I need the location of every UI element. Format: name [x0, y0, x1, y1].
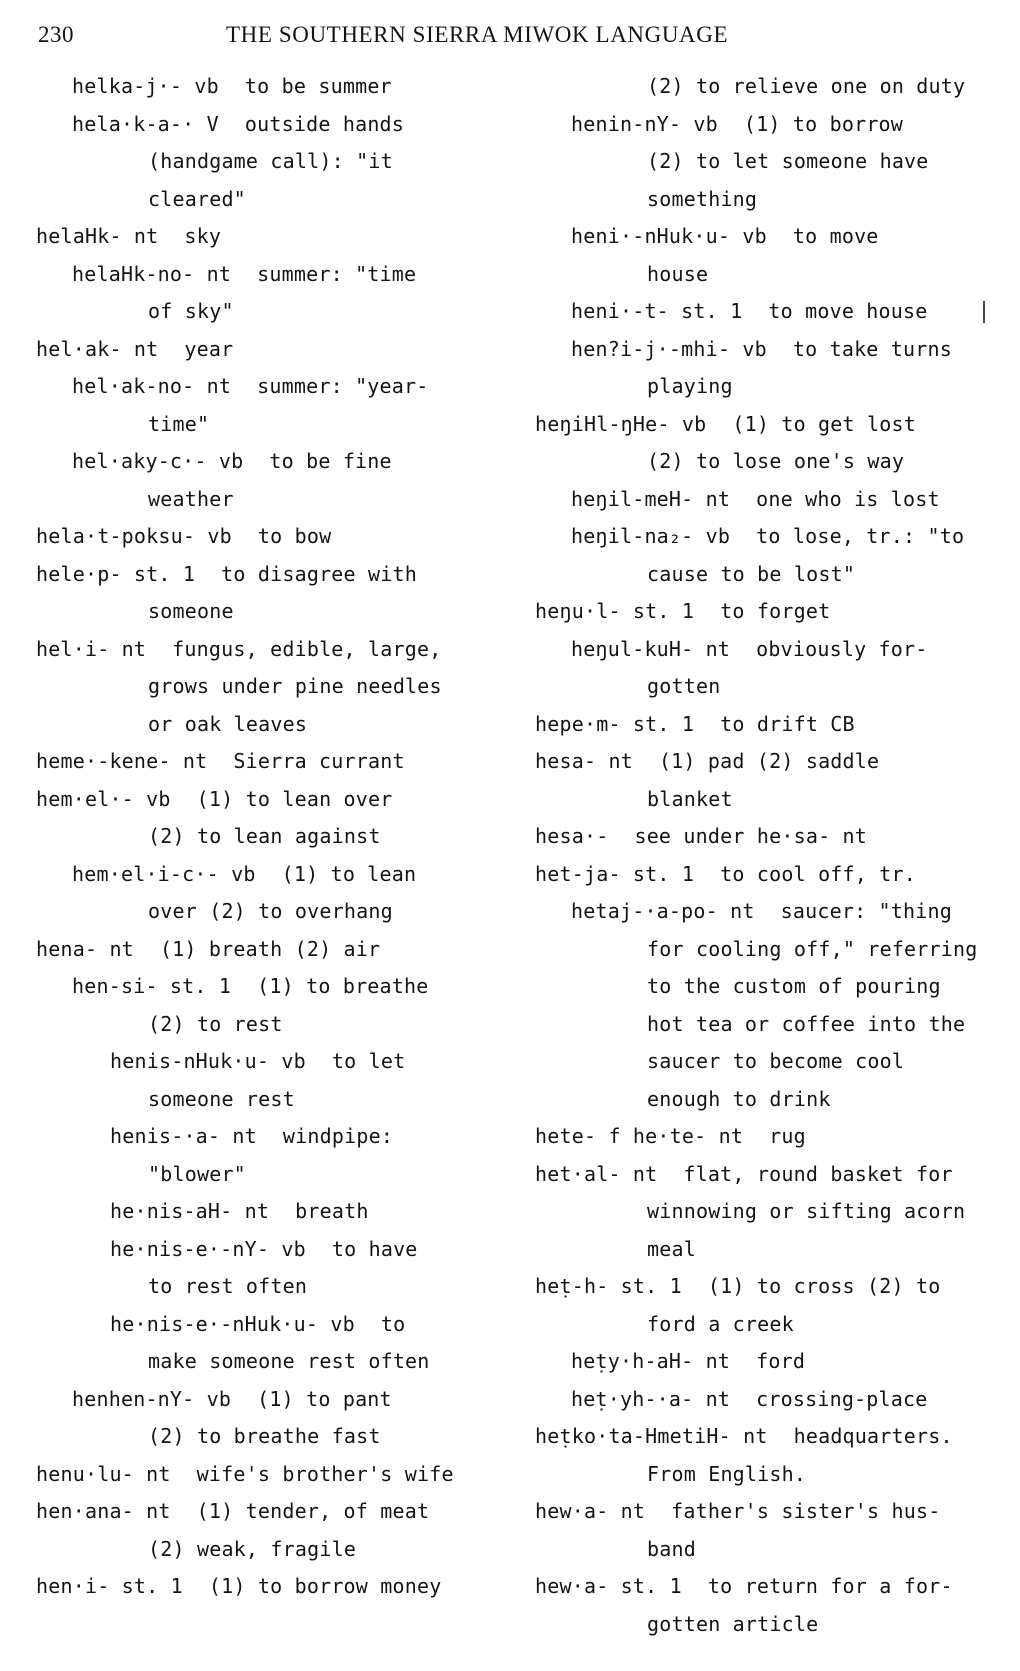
definition: headquarters. — [793, 1424, 953, 1448]
definition: outside hands — [244, 111, 405, 136]
definition: winnowing or sifting acorn — [647, 1199, 966, 1223]
headword: henis-nHuk·u- vb — [110, 1049, 306, 1073]
continuation-line — [36, 406, 496, 444]
headword: hel·ak- nt — [36, 336, 159, 361]
definition: (1) to lean — [281, 861, 417, 886]
definition: obviously for- — [756, 636, 928, 661]
page-number: 230 — [38, 22, 74, 47]
continuation-line — [535, 443, 995, 481]
margin-mark — [983, 301, 985, 323]
definition: to be fine — [269, 449, 392, 473]
headword: hew·a- nt — [535, 1499, 646, 1523]
definition: or oak leaves — [148, 711, 308, 736]
headword: hel·i- nt — [36, 636, 147, 661]
definition: Sierra currant — [233, 749, 405, 773]
definition: to disagree with — [221, 561, 417, 586]
headword: henis-·a- nt — [110, 1124, 257, 1148]
headword: helaHk-no- nt — [72, 261, 232, 286]
headword: hena- nt — [36, 936, 134, 961]
definition: band — [647, 1536, 696, 1561]
entry-line — [535, 743, 995, 781]
entry-line — [535, 481, 995, 519]
page-header — [0, 18, 1020, 50]
entry-line — [36, 1193, 496, 1231]
headword: henin-nY- vb — [571, 111, 718, 136]
headword: hele·p- st. 1 — [36, 561, 196, 586]
definition: house — [647, 261, 709, 286]
definition: (1) to breathe — [257, 974, 429, 998]
entry-line — [36, 743, 496, 781]
definition: (1) to cross (2) to — [707, 1274, 941, 1298]
headword: heme·-kene- nt — [36, 749, 208, 773]
continuation-line — [36, 1268, 496, 1306]
continuation-line — [535, 1606, 995, 1644]
entry-line — [36, 256, 496, 294]
headword: helaHk- nt — [36, 224, 159, 248]
definition: ford a creek — [647, 1311, 794, 1336]
definition: to forget — [720, 599, 831, 623]
definition: (2) to lean against — [148, 824, 381, 848]
headword: heṭko·ta-HmetiH- nt — [535, 1424, 768, 1448]
entry-line — [535, 331, 995, 369]
headword: hen?i-j·-mhi- vb — [571, 336, 767, 361]
headword: hel·ak-no- nt — [72, 374, 232, 398]
entry-line — [36, 1118, 496, 1156]
definition: sky — [184, 224, 222, 248]
continuation-line — [535, 556, 995, 594]
definition: playing — [647, 374, 733, 398]
headword: heŋul-kuH- nt — [571, 636, 731, 661]
entry-line — [535, 293, 995, 331]
definition: to the custom of pouring — [647, 974, 941, 998]
definition: to move — [792, 224, 879, 248]
definition: cause to be lost" — [647, 561, 856, 586]
definition: to take turns — [792, 336, 952, 361]
definition: wife's brother's wife — [196, 1461, 454, 1486]
entry-line — [535, 1493, 995, 1531]
definition: (2) to rest — [148, 1011, 283, 1036]
headword: hen·ana- nt — [36, 1499, 171, 1523]
definition: to move house — [768, 299, 928, 323]
entry-line — [535, 1418, 995, 1456]
continuation-line — [535, 1231, 995, 1269]
definition: one who is lost — [756, 486, 940, 511]
entry-line — [36, 218, 496, 256]
headword: het-ja- st. 1 — [535, 861, 695, 886]
headword: he·nis-e·-nHuk·u- vb — [110, 1311, 355, 1336]
continuation-line — [36, 293, 496, 331]
definition: for cooling off," referring — [647, 936, 978, 961]
definition: to be summer — [244, 74, 392, 98]
entry-line — [36, 106, 496, 144]
definition: time" — [148, 411, 210, 436]
entry-line — [36, 1231, 496, 1269]
continuation-line — [535, 781, 995, 819]
definition: summer: "time — [257, 261, 417, 286]
definition: to rest often — [148, 1274, 308, 1298]
continuation-line — [535, 1306, 995, 1344]
continuation-line — [36, 818, 496, 856]
headword: hetaj-·a-po- nt — [571, 899, 755, 923]
definition: gotten article — [647, 1611, 819, 1636]
entry-line — [535, 1568, 995, 1606]
definition: something — [647, 186, 758, 211]
continuation-line — [535, 931, 995, 969]
continuation-line — [535, 1531, 995, 1569]
entry-line — [36, 781, 496, 819]
entry-line — [535, 218, 995, 256]
continuation-line — [535, 1081, 995, 1119]
continuation-line — [535, 143, 995, 181]
headword: hesa·- — [535, 824, 609, 848]
definition: to — [380, 1311, 406, 1336]
headword: heṭy·h-aH- nt — [571, 1349, 731, 1373]
headword: he·nis-aH- nt — [110, 1199, 270, 1223]
definition: gotten — [647, 674, 721, 698]
continuation-line — [535, 181, 995, 219]
headword: heŋu·l- st. 1 — [535, 599, 695, 623]
entry-line — [535, 1118, 995, 1156]
definition: enough to drink — [647, 1086, 831, 1111]
entry-line — [36, 1381, 496, 1419]
entry-line — [535, 1381, 995, 1419]
entry-line — [535, 818, 995, 856]
definition: From English. — [647, 1461, 807, 1486]
definition: hot tea or coffee into the — [647, 1011, 966, 1036]
left-column — [36, 68, 496, 1606]
entry-line — [535, 518, 995, 556]
headword: helka-j·- vb — [72, 74, 219, 98]
definition: (1) to borrow money — [208, 1574, 442, 1598]
headword: hesa- nt — [535, 749, 633, 773]
entry-line — [36, 856, 496, 894]
definition: (1) to pant — [257, 1386, 392, 1411]
continuation-line — [535, 968, 995, 1006]
entry-line — [535, 706, 995, 744]
definition: make someone rest often — [148, 1349, 430, 1373]
continuation-line — [535, 1006, 995, 1044]
entry-line — [535, 406, 995, 444]
headword: heni·-nHuk·u- vb — [571, 224, 767, 248]
continuation-line — [36, 143, 496, 181]
definition: summer: "year- — [257, 374, 429, 398]
headword: het·al- nt — [535, 1161, 658, 1186]
entry-line — [535, 893, 995, 931]
continuation-line — [36, 481, 496, 519]
definition: (1) to borrow — [743, 111, 904, 136]
continuation-line — [36, 1531, 496, 1569]
headword: heŋil-na₂- vb — [571, 524, 731, 548]
continuation-line — [535, 1456, 995, 1494]
entry-line — [535, 1268, 995, 1306]
entry-line — [36, 1456, 496, 1494]
definition: (2) to lose one's way — [647, 449, 905, 473]
continuation-line — [535, 68, 995, 106]
headword: heŋiHl-ŋHe- vb — [535, 411, 707, 436]
entry-line — [535, 631, 995, 669]
continuation-line — [36, 1156, 496, 1194]
headword: henu·lu- nt — [36, 1461, 171, 1486]
entry-line — [36, 1568, 496, 1606]
entry-line — [36, 368, 496, 406]
definition: to lose, tr.: "to — [756, 524, 965, 548]
entry-line — [535, 1343, 995, 1381]
headword: he·nis-e·-nY- vb — [110, 1236, 306, 1261]
definition: crossing-place — [756, 1386, 928, 1411]
definition: grows under pine needles — [148, 674, 442, 698]
definition: cleared" — [148, 186, 246, 211]
definition: (1) breath (2) air — [159, 936, 381, 961]
entry-line — [535, 593, 995, 631]
continuation-line — [535, 368, 995, 406]
definition: to drift CB — [720, 711, 855, 736]
headword: hem·el·i-c·- vb — [72, 861, 256, 886]
definition: (2) weak, fragile — [148, 1536, 357, 1561]
definition: rug — [769, 1124, 806, 1148]
definition: fungus, edible, large, — [172, 636, 442, 661]
entry-line — [36, 556, 496, 594]
definition: ford — [756, 1349, 806, 1373]
entry-line — [36, 518, 496, 556]
definition: breath — [295, 1199, 369, 1223]
right-column — [535, 68, 995, 1643]
continuation-line — [36, 1343, 496, 1381]
entry-line — [36, 443, 496, 481]
definition: meal — [647, 1236, 696, 1261]
definition: to have — [331, 1236, 418, 1261]
definition: of sky" — [148, 299, 234, 323]
definition: (1) to get lost — [732, 411, 916, 436]
running-title: THE SOUTHERN SIERRA MIWOK LANGUAGE — [226, 22, 729, 47]
continuation-line — [36, 1418, 496, 1456]
definition: year — [184, 336, 234, 361]
headword: hel·aky-c·- vb — [72, 449, 244, 473]
definition: windpipe: — [282, 1124, 394, 1148]
continuation-line — [535, 668, 995, 706]
headword: hem·el·- vb — [36, 786, 171, 811]
headword: hete- f he·te- nt — [535, 1124, 744, 1148]
headword: heṭ·yh-·a- nt — [571, 1386, 731, 1411]
definition: (2) to breathe fast — [148, 1424, 381, 1448]
definition: weather — [148, 486, 234, 511]
entry-line — [36, 968, 496, 1006]
continuation-line — [535, 256, 995, 294]
definition: (2) to let someone have — [647, 149, 929, 173]
headword: heṭ-h- st. 1 — [535, 1274, 682, 1298]
continuation-line — [36, 706, 496, 744]
headword: hela·k-a-· V — [72, 111, 219, 136]
definition: (1) tender, of meat — [196, 1499, 430, 1523]
entry-line — [535, 1156, 995, 1194]
entry-line — [36, 331, 496, 369]
continuation-line — [535, 1193, 995, 1231]
continuation-line — [36, 181, 496, 219]
definition: (handgame call): "it — [148, 149, 393, 173]
continuation-line — [36, 668, 496, 706]
entry-line — [535, 106, 995, 144]
definition: someone rest — [148, 1086, 295, 1111]
definition: (2) to relieve one on duty — [647, 74, 966, 98]
entry-line — [36, 931, 496, 969]
headword: heni·-t- st. 1 — [571, 299, 743, 323]
definition: flat, round basket for — [683, 1161, 953, 1186]
definition: over (2) to overhang — [148, 899, 393, 923]
definition: someone — [148, 599, 234, 623]
definition: (1) pad (2) saddle — [658, 749, 880, 773]
headword: hen·i- st. 1 — [36, 1574, 183, 1598]
headword: hepe·m- st. 1 — [535, 711, 695, 736]
entry-line — [36, 631, 496, 669]
headword: heŋil-meH- nt — [571, 486, 731, 511]
continuation-line — [36, 1081, 496, 1119]
definition: to let — [331, 1049, 406, 1073]
entry-line — [36, 1493, 496, 1531]
definition: to return for a for- — [707, 1574, 953, 1598]
entry-line — [36, 1043, 496, 1081]
continuation-line — [36, 1006, 496, 1044]
definition: father's sister's hus- — [671, 1499, 941, 1523]
definition: saucer to become cool — [647, 1049, 905, 1073]
continuation-line — [36, 593, 496, 631]
continuation-line — [535, 1043, 995, 1081]
entry-line — [36, 68, 496, 106]
definition: (1) to lean over — [196, 786, 393, 811]
definition: saucer: "thing — [780, 899, 952, 923]
headword: hela·t-poksu- vb — [36, 524, 232, 548]
headword: hen-si- st. 1 — [72, 974, 232, 998]
definition: "blower" — [148, 1161, 246, 1186]
headword: hew·a- st. 1 — [535, 1574, 682, 1598]
entry-line — [535, 856, 995, 894]
definition: blanket — [647, 786, 733, 811]
entry-line — [36, 1306, 496, 1344]
headword: henhen-nY- vb — [72, 1386, 232, 1411]
continuation-line — [36, 893, 496, 931]
definition: to cool off, tr. — [720, 861, 916, 886]
definition: to bow — [257, 524, 332, 548]
definition: see under he·sa- nt — [634, 824, 868, 848]
